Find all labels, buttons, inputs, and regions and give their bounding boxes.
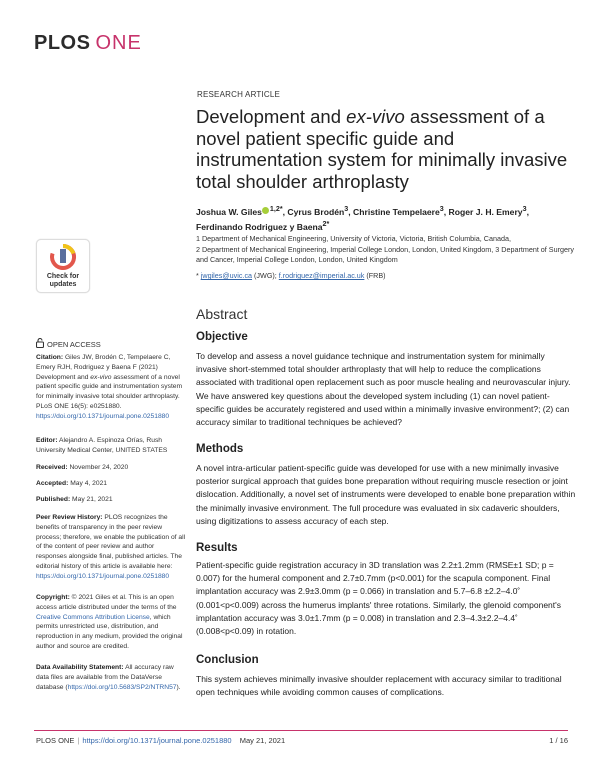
objective-text: To develop and assess a novel guidance technique and instrumentation system for minimally invasive short-stemmed total shoulder arthroplasty that will help to reduce the complications associated with traditional open replacement such as poor muscle healing and neurovascular injury. We have answered key questions about the developed system including (1) can novel patient-specific guides be accurately registered and used within a minimally invasive environment?; (2) can accuracy similar to traditional techniques be achieved? [196,351,571,428]
badge-line-2: updates [49,281,77,288]
published-label: Published: [36,496,71,503]
copyright-text: © 2021 Giles et al. This is an open access article distributed under the terms of the [36,594,177,611]
affiliations [196,234,576,266]
check-for-updates-badge[interactable] [36,239,90,293]
citation-block [36,353,186,422]
title-italic: ex-vivo [346,106,405,127]
corresponding-mark: * [326,219,330,228]
copyright-text-2: , which permits unrestricted use, distribution, and reproduction in any medium, provided the original author and source are credited. [36,613,183,650]
editor-text: Alejandro A. Espinoza Orías, Rush University Medical Center, UNITED STATES [36,437,168,454]
citation-text: Giles JW, Brodén C, Tempelaere C, Emery RJH, Rodriguez y Baena F (2021) Development and [36,354,171,381]
peer-review-text: PLOS recognizes the benefits of transparency in the peer review process; therefore, we enable the publication of all of the content of peer review and author responses alongside final, published articles. The editorial history of this article is available here: [36,514,186,570]
journal-name-plos: PLOS [34,32,91,54]
page-number: 1 / 16 [549,736,568,745]
email-who-1: (JWG); [252,271,279,280]
author-tempelaere[interactable]: , Christine Tempelaere [348,206,440,217]
citation-text-2: assessment of a novel patient specific guide and instrumentation system for minimally invasive total shoulder arthroplasty. PLoS ONE 16(5): e0251880. [36,373,183,410]
email-link-1[interactable]: jwgiles@uvic.ca [200,271,253,280]
received-label: Received: [36,464,68,471]
email-who-2: (FRB) [364,271,386,280]
data-availability-block [36,663,186,692]
data-availability-label: Data Availability Statement: [36,664,124,671]
peer-review-label: Peer Review History: [36,514,103,521]
copyright-block [36,593,186,652]
copyright-label: Copyright: [36,594,70,601]
accepted-block [36,479,186,489]
author-sup: 1,2 [269,205,280,213]
affiliation-1: 1 Department of Mechanical Engineering, University of Victoria, Victoria, British Columbia, Canada, [196,234,511,243]
conclusion-text: This system achieves minimally invasive shoulder replacement with accuracy similar to traditional open techniques while avoiding common causes of complications. [196,674,562,698]
citation-label: Citation: [36,354,64,361]
affiliation-2: 2 Department of Mechanical Engineering, Imperial College London, London, United Kingdom, 3 Department of Surgery and Cancer, Imperial College London, London, United Kingdom [196,244,574,264]
journal-logo [34,32,142,55]
accepted-label: Accepted: [36,480,69,487]
page-footer [36,736,568,745]
footer-separator [235,736,237,745]
title-part-1: Development and [196,106,347,127]
citation-doi-link[interactable]: https://doi.org/10.1371/journal.pone.0251880 [36,412,170,420]
methods-heading: Methods [196,443,244,455]
abstract-heading: Abstract [196,306,248,322]
title-part-2: assessment of a novel patient specific guide and instrumentation system for minimally invasive total shoulder arthroplasty [196,106,568,192]
objective-heading: Objective [196,331,248,343]
article-title [196,106,576,192]
received-block [36,463,186,473]
corresponding-mark: * [279,205,283,213]
open-access-text: OPEN ACCESS [47,340,101,349]
editor-block [36,436,186,456]
citation-italic: ex-vivo [90,373,112,381]
dataverse-link[interactable]: https://doi.org/10.5683/SP2/NTRN57 [67,683,177,691]
results-text: Patient-specific guide registration accuracy in 3D translation was 2.2±1.2mm (RMSE±1 SD; p = 0.007) for the humeral component and 2.7±0.7mm (p<0.001) for the scapula component. Final implantation accuracy was 2.9±3.0mm (p = 0.066) in translation and 5.7–6.8 ±2.2–4.0˚ (0.001<p<0.009) across the humerus implants' three rotations. Similarly, the glenoid component's implantation accuracy was 3.0±1.7mm (p = 0.008) in translation and 2.3–4.3±2.2–4.4˚ (0.008<p<0.09) in rotation. [196,560,562,637]
footer-date: May 21, 2021 [239,736,286,745]
author-list [196,203,556,233]
author-emery[interactable]: , Roger J. H. Emery [443,206,523,217]
open-lock-icon [36,338,44,348]
author-sup: 3 [439,205,444,213]
license-link[interactable]: Creative Commons Attribution License [36,613,150,621]
badge-line-1: Check for [46,273,80,280]
footer-divider [34,730,568,731]
author-separator: , [526,206,529,217]
author-sup: 2 [322,219,327,228]
methods-text: A novel intra-articular patient-specific guide was developed for use with a new minimally invasive posterior surgical approach that guides bone preparation without requiring muscle resection or joint dislocation. Additionally, a novel set of instruments were developed to enable bone preparation within the minimally invasive environment. The full procedure was evaluated in six cadaveric shoulders, using digitizations to assess accuracy of each step. [196,463,576,526]
footer-separator: | [77,736,80,745]
email-link-2[interactable]: f.rodriguez@imperial.ac.uk [278,271,365,280]
data-availability-text: All accuracy raw data files are available from the DataVerse database ( [36,664,174,691]
peer-review-link[interactable]: https://doi.org/10.1371/journal.pone.0251880 [36,572,170,580]
author-sup: 3 [344,205,349,213]
editor-label: Editor: [36,437,58,444]
published-date: May 21, 2021 [70,496,113,503]
author-broden[interactable]: , Cyrus Brodén [282,206,345,217]
check-updates-icon [37,240,89,292]
published-block [36,495,186,505]
corresponding-emails [196,271,576,280]
received-date: November 24, 2020 [67,464,129,471]
corresponding-mark: * [196,271,201,280]
conclusion-heading: Conclusion [196,654,259,666]
author-sup: 3 [522,205,527,213]
open-access-label [36,338,101,349]
journal-name-one: ONE [95,32,142,54]
orcid-icon[interactable] [262,207,269,214]
author-rodriguez[interactable]: Ferdinando Rodriguez y Baena [196,221,323,232]
footer-journal: PLOS ONE [36,736,75,745]
data-availability-text-2: ). [176,683,181,691]
author-giles[interactable]: Joshua W. Giles [196,206,262,217]
accepted-date: May 4, 2021 [68,480,108,487]
peer-review-block [36,513,186,582]
footer-doi-link[interactable]: https://doi.org/10.1371/journal.pone.0251880 [82,736,232,745]
article-type: RESEARCH ARTICLE [197,90,281,99]
results-heading: Results [196,542,238,554]
